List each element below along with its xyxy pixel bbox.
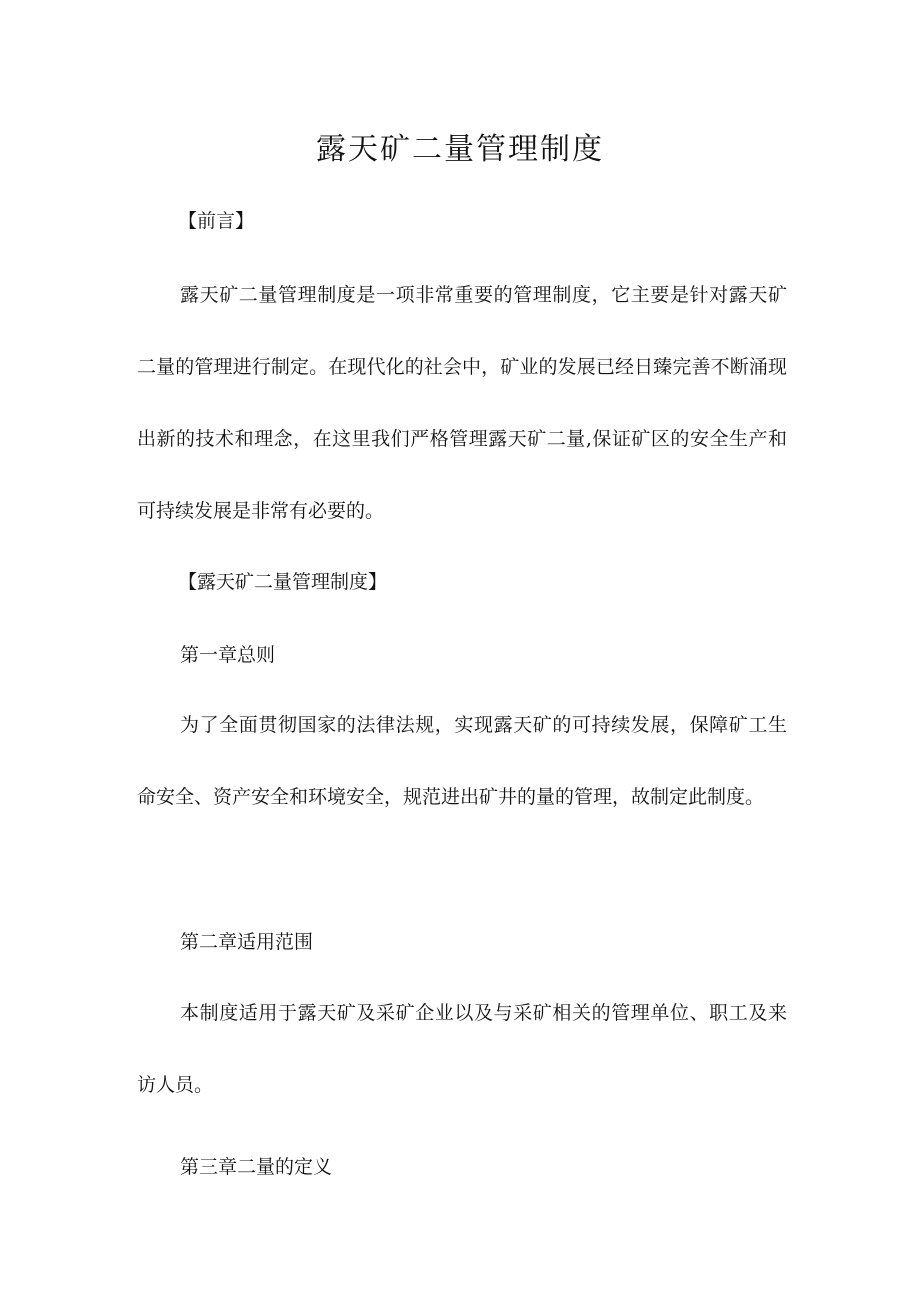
chapter-3-heading: 第三章二量的定义 [180, 1156, 333, 1178]
chapter-1-heading: 第一章总则 [180, 644, 276, 666]
preface-paragraph: 露天矿二量管理制度是一项非常重要的管理制度，它主要是针对露天矿二量的管理进行制定。在现代化的社会中，矿业的发展已经日臻完善不断涌现出新的技术和理念，在这里我们严格管理露天矿二量,保证矿区的安全生产和可持续发展是非常有必要的。 [137, 284, 787, 522]
chapter-2-heading: 第二章适用范围 [180, 931, 314, 953]
preface-heading: 【前言】 [178, 210, 255, 232]
document-title: 露天矿二量管理制度 [316, 132, 604, 167]
chapter-1-paragraph: 为了全面贯彻国家的法律法规，实现露天矿的可持续发展，保障矿工生命安全、资产安全和环境安全，规范进出矿井的量的管理，故制定此制度。 [137, 714, 787, 808]
chapter-2-paragraph: 本制度适用于露天矿及采矿企业以及与采矿相关的管理单位、职工及来访人员。 [137, 1002, 787, 1096]
section-heading: 【露天矿二量管理制度】 [178, 571, 388, 593]
